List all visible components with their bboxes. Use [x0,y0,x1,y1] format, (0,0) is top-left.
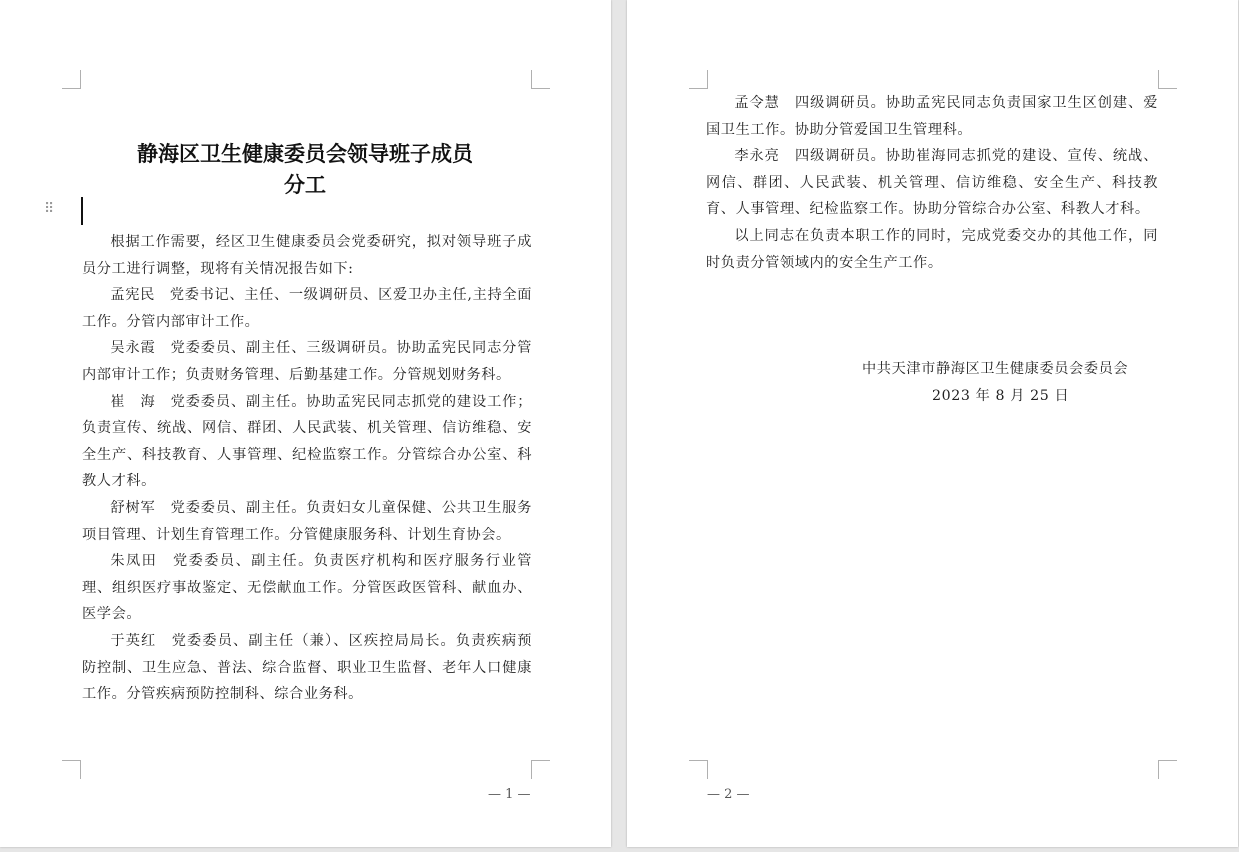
page-number: — 2 — [707,787,750,802]
drag-handle-icon[interactable]: ⠿ [44,201,55,217]
paragraph: 崔 海 党委委员、副主任。协助孟宪民同志抓党的建设工作；负责宣传、统战、网信、群团、人民武装、机关管理、信访维稳、安全生产、科技教育、人事管理、纪检监察工作。分管综合办公室、科教人才科。 [82,393,532,490]
margin-corner-bottom-right [531,760,550,779]
title-line-1: 静海区卫生健康委员会领导班子成员 [137,141,473,166]
paragraph: 朱凤田 党委委员、副主任。负责医疗机构和医疗服务行业管理、组织医疗事故鉴定、无偿献血工作。分管医政医管科、献血办、医学会。 [82,553,532,623]
document-page-1 [0,0,611,847]
document-page-2 [627,0,1238,847]
margin-corner-bottom-left [62,760,81,779]
margin-corner-top-right [531,70,550,89]
paragraph: 孟令慧 四级调研员。协助孟宪民同志负责国家卫生区创建、爱国卫生工作。协助分管爱国卫生管理科。 [706,95,1158,138]
paragraph: 孟宪民 党委书记、主任、一级调研员、区爱卫办主任,主持全面工作。分管内部审计工作。 [82,287,532,330]
margin-corner-top-left [689,70,708,89]
page2-body[interactable] [706,90,1158,276]
page-number: — 1 — [488,787,531,802]
paragraph: 以上同志在负责本职工作的同时，完成党委交办的其他工作，同时负责分管领域内的安全生产工作。 [706,227,1158,271]
signature-organization: 中共天津市静海区卫生健康委员会委员会 [862,361,1129,377]
title-line-2: 分工 [284,172,326,197]
margin-corner-top-right [1158,70,1177,89]
document-title [60,138,550,200]
margin-corner-bottom-left [689,760,708,779]
signature-date: 2023 年 8 月 25 日 [932,388,1070,404]
text-cursor [81,197,83,225]
paragraph: 舒树军 党委委员、副主任。负责妇女儿童保健、公共卫生服务项目管理、计划生育管理工作。分管健康服务科、计划生育协会。 [82,499,532,543]
paragraph: 于英红 党委委员、副主任（兼）、区疾控局局长。负责疾病预防控制、卫生应急、普法、综合监督、职业卫生监督、老年人口健康工作。分管疾病预防控制科、综合业务科。 [82,632,532,703]
paragraph: 根据工作需要，经区卫生健康委员会党委研究，拟对领导班子成员分工进行调整，现将有关情况报告如下: [82,234,532,277]
paragraph: 李永亮 四级调研员。协助崔海同志抓党的建设、宣传、统战、网信、群团、人民武装、机关管理、信访维稳、安全生产、科技教育、人事管理、纪检监察工作。协助分管综合办公室、科教人才科。 [706,148,1158,218]
margin-corner-top-left [62,70,81,89]
page1-body[interactable] [82,229,532,708]
paragraph: 吴永霞 党委委员、副主任、三级调研员。协助孟宪民同志分管内部审计工作；负责财务管理、后勤基建工作。分管规划财务科。 [82,340,532,383]
margin-corner-bottom-right [1158,760,1177,779]
